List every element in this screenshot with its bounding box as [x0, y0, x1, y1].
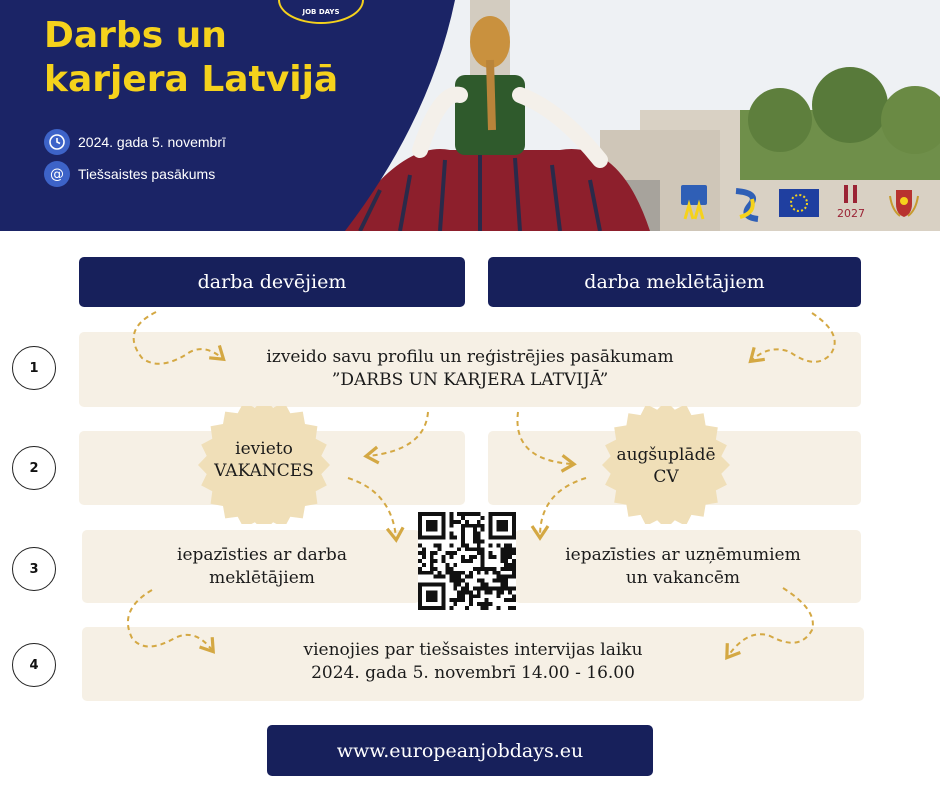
- step-2-jobseekers-text: augšuplādē CV: [616, 445, 716, 487]
- step-1-text: izveido savu profilu un reģistrējies pasākumam ”DARBS UN KARJERA LATVIJĀ”: [266, 347, 674, 390]
- tab-employers[interactable]: darba devējiem: [79, 257, 465, 307]
- partner-logos: [668, 177, 930, 229]
- step-2-number: 2: [12, 446, 56, 490]
- event-date-text: 2024. gada 5. novembrī: [78, 134, 226, 150]
- step-4-text: vienojies par tiešsaistes intervijas laiku 2024. gada 5. novembrī 14.00 - 16.00: [303, 640, 643, 683]
- step-4-panel: [82, 627, 864, 701]
- step-3-number: 3: [12, 547, 56, 591]
- event-title: Darbs un karjera Latvijā: [44, 15, 339, 100]
- event-banner: [0, 0, 940, 231]
- eu-flag-logo: [779, 182, 819, 224]
- qr-code[interactable]: [416, 512, 518, 610]
- clock-icon: [44, 129, 70, 155]
- european-job-days-badge: JOB DAYS: [278, 0, 364, 24]
- step-3-employers-panel: [82, 530, 420, 603]
- event-location-text: Tiešsaistes pasākums: [78, 166, 216, 182]
- step-1-panel: [79, 332, 861, 407]
- step-3-jobseekers-text: iepazīsties ar uzņēmumiem un vakancēm: [565, 545, 801, 588]
- step-3-employers-text: iepazīsties ar darba meklētājiem: [177, 545, 347, 588]
- step-1-number: 1: [12, 346, 56, 390]
- event-date: [44, 129, 226, 155]
- latvia-2027-logo: [831, 182, 871, 224]
- website-link-button[interactable]: www.europeanjobdays.eu: [267, 725, 653, 776]
- at-sign-icon: [44, 161, 70, 187]
- step-2-employers-text: ievieto VAKANCES: [214, 439, 314, 481]
- svg-text:2027: 2027: [837, 207, 866, 220]
- state-employment-agency-logo: [884, 182, 924, 224]
- step-3-jobseekers-panel: [515, 530, 861, 603]
- step-4-number: 4: [12, 643, 56, 687]
- tab-jobseekers[interactable]: darba meklētājiem: [488, 257, 861, 307]
- european-job-days-logo: [674, 182, 714, 224]
- event-location: [44, 161, 215, 187]
- eures-logo: [727, 182, 767, 224]
- svg-text:@: @: [50, 166, 64, 183]
